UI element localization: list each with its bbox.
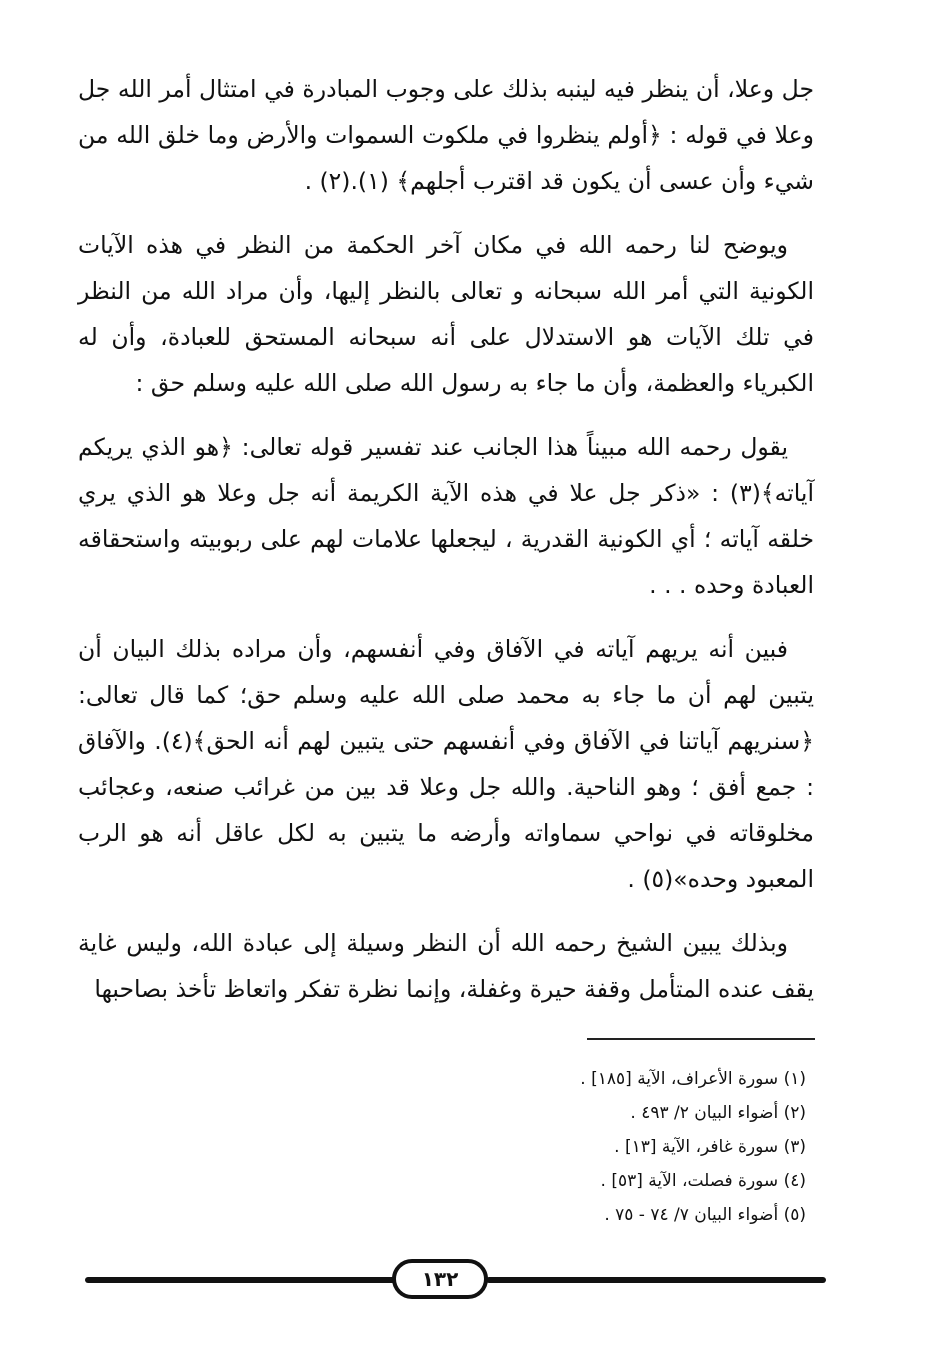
footnote-5: (٥) أضواء البيان ٧/ ٧٤ - ٧٥ . (604, 1205, 806, 1225)
main-text (78, 66, 814, 1030)
paragraph-1: جل وعلا، أن ينظر فيه لينبه بذلك على وجوب المبادرة في امتثال أمر الله جل وعلا في قوله : ﴿أولم ينظروا في ملكوت السموات والأرض وما خلق الله من شيء وأن عسى أن يكون قد اقترب أجلهم﴾ (١).(٢) . (78, 75, 814, 195)
footer-rule-left (85, 1277, 397, 1283)
paragraph-2: ويوضح لنا رحمه الله في مكان آخر الحكمة من النظر في هذه الآيات الكونية التي أمر الله سبحانه و تعالى بالنظر إليها، وأن مراد الله من النظر في تلك الآيات هو الاستدلال على أنه سبحانه المستحق للعبادة، وأن له الكبرياء والعظمة، وأن ما جاء به رسول الله صلى الله عليه وسلم حق : (78, 231, 814, 397)
paragraph-5: وبذلك يبين الشيخ رحمه الله أن النظر وسيلة إلى عبادة الله، وليس غاية يقف عنده المتأمل وقفة حيرة وغفلة، وإنما نظرة تفكر واتعاظ تأخذ بصاحبها (78, 929, 814, 1003)
paragraph-4: فبين أنه يريهم آياته في الآفاق وفي أنفسهم، وأن مراده بذلك البيان أن يتبين لهم أن ما جاء به محمد صلى الله عليه وسلم حق؛ كما قال تعالى: ﴿سنريهم آياتنا في الآفاق وفي أنفسهم حتى يتبين لهم أنه الحق﴾(٤). والآفاق : جمع أفق ؛ وهو الناحية. والله جل وعلا قد بين من غرائب صنعه، وعجائب مخلوقاته في نواحي سماواته وأرضه ما يتبين به لكل عاقل أنه هو الرب المعبود وحده»(٥) . (78, 635, 814, 893)
footnote-4: (٤) سورة فصلت، الآية [٥٣] . (600, 1171, 806, 1191)
page-number: ١٣٢ (392, 1259, 488, 1299)
footnote-separator (587, 1038, 815, 1040)
paragraph-3: يقول رحمه الله مبيناً هذا الجانب عند تفسير قوله تعالى: ﴿هو الذي يريكم آياته﴾(٣) : «ذكر جل علا في هذه الآية الكريمة أنه جل وعلا هو الذي يري خلقه آياته ؛ أي الكونية القدرية ، ليجعلها علامات لهم على ربوبيته واستحقاقه العبادة وحده . . . (78, 433, 814, 599)
footnote-1: (١) سورة الأعراف، الآية [١٨٥] . (580, 1069, 806, 1089)
footer-rule-right (486, 1277, 826, 1283)
footnotes (420, 1062, 810, 1232)
footnote-3: (٣) سورة غافر، الآية [١٣] . (614, 1137, 806, 1157)
footnote-2: (٢) أضواء البيان ٢/ ٤٩٣ . (630, 1103, 806, 1123)
